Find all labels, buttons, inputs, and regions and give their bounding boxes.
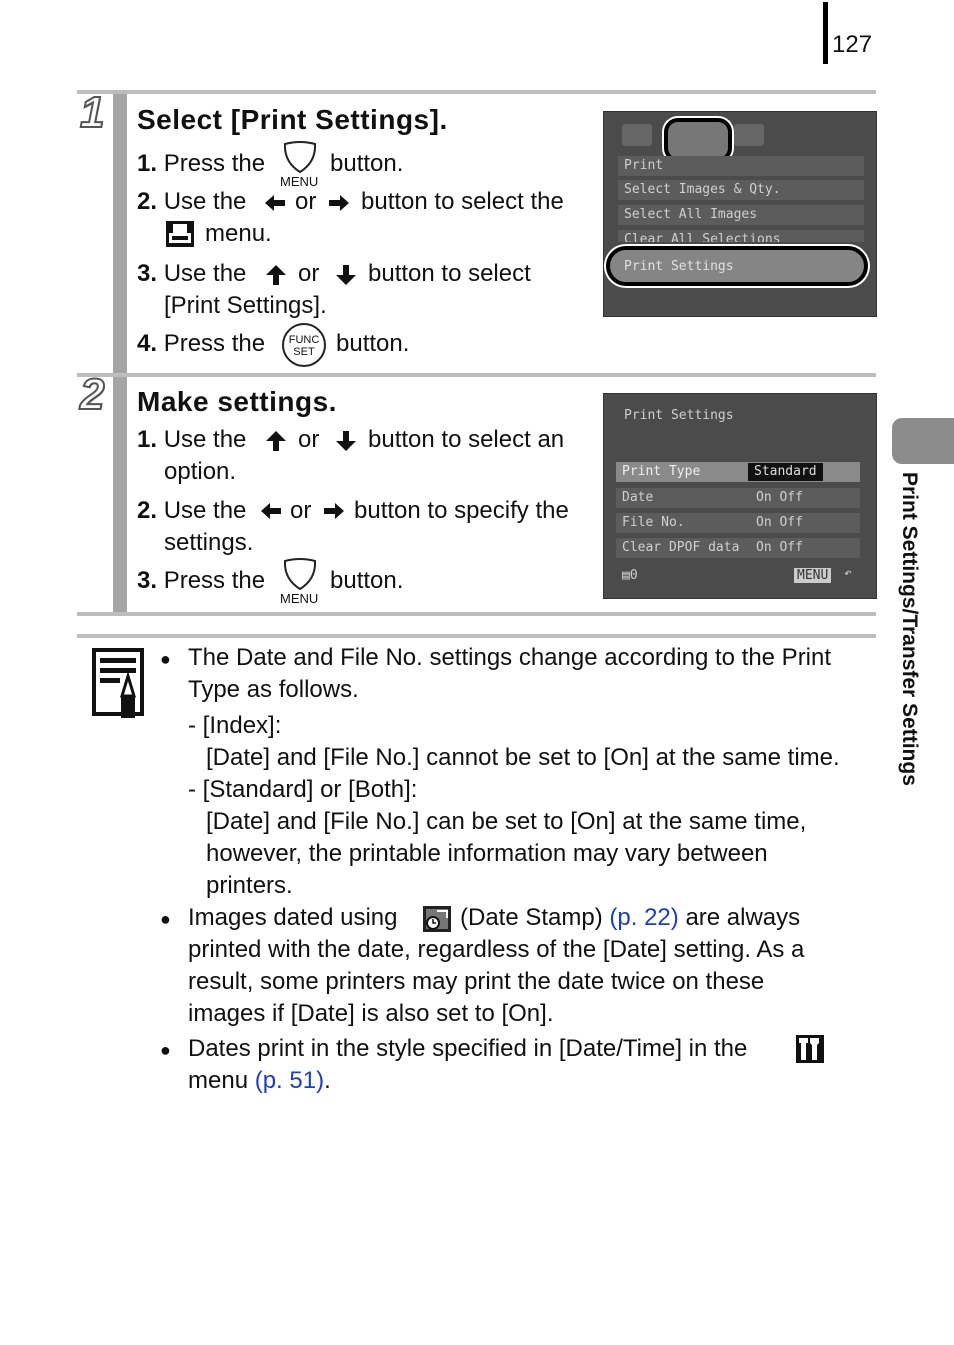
screen-footer-menu: MENU [794,568,831,583]
item-number: 2. [137,497,158,524]
bullet-icon: ● [160,909,171,929]
page-51-link[interactable]: (p. 51) [254,1067,325,1094]
step2-item3-post: button. [330,567,404,594]
row-value: On Off [756,515,803,530]
note1-standard-text3: printers. [206,872,293,899]
step2-item2 [137,497,246,525]
item-number: 3. [137,567,158,594]
step2-item1 [137,426,246,454]
screen-menu-item: Select All Images [618,205,864,225]
step1-item2-cont: menu. [205,220,272,247]
screen-footer-left: ▤0 [622,568,638,583]
note2-line3: result, some printers may print the date twice on these [188,968,765,995]
return-arrow-icon: ↶ [844,566,852,581]
step1-number: 1 [80,88,105,137]
note-bullet-3 [160,1035,171,1063]
chapter-side-label: Print Settings/Transfer Settings [898,472,921,786]
bullet-icon: ● [160,649,171,669]
item-number: 1. [137,150,158,177]
menu-word: menu [188,1067,249,1094]
step1-camera-screen [603,111,877,317]
step1-item3-post: button to select [368,260,531,287]
note1-line2: Type as follows. [188,676,359,703]
step2-bottom-rule [77,612,876,616]
screen-row-clear-dpof [616,538,860,558]
row-label: File No. [622,515,685,530]
screen-row-print-type [616,462,860,482]
item-text: Use the [163,497,247,524]
step2-number: 2 [80,370,105,419]
func-set-label: FUNC SET [288,334,320,358]
step2-item1-cont: option. [164,458,237,485]
left-arrow-icon [260,502,282,525]
note1-standard-text1: [Date] and [File No.] can be set to [On] at the same time, [206,808,807,835]
print-settings-item: Print Settings [624,259,734,274]
note-icon [92,648,146,725]
item-text: Press the [163,150,266,177]
note-bullet-2 [160,904,171,932]
screen-title: Print Settings [624,408,734,423]
step1-item4 [137,330,265,358]
item-number: 1. [137,426,158,453]
row-label: Clear DPOF data [622,540,740,555]
print-menu-icon [166,221,194,252]
step1-item2 [137,188,246,216]
left-arrow-icon [264,194,286,217]
page-number-bar [823,2,828,64]
step1-heading: Select [Print Settings]. [137,104,448,135]
right-arrow-icon [323,502,345,525]
item-number: 2. [137,188,158,215]
step2-item1-post: button to select an [368,426,565,453]
page-22-link[interactable]: (p. 22) [609,904,679,931]
note2-pre: Images dated using [188,904,398,931]
or-text: or [298,426,320,453]
bullet-icon: ● [160,1040,171,1060]
item-number: 4. [137,330,158,357]
note2-mid [460,904,800,932]
down-arrow-icon [335,264,357,291]
step2-vertical-bar [113,377,127,613]
step1-item2-post: button to select the [361,188,564,215]
step1-item1 [137,150,265,178]
row-value-selected: Standard [748,463,823,481]
or-text: or [290,497,312,524]
note1-index-head: - [Index]: [188,712,282,739]
note1-index-text: [Date] and [File No.] cannot be set to [On] at the same time. [206,744,840,771]
step1-item1-post: button. [330,150,404,177]
set-up-menu-icon [796,1035,824,1068]
note1-standard-head: - [Standard] or [Both]: [188,776,418,803]
up-arrow-icon [265,264,287,291]
print-settings-highlight [606,246,868,286]
item-text: Use the [163,426,247,453]
row-label: Print Type [622,464,701,479]
step1-item3-cont: [Print Settings]. [164,292,327,319]
or-text: or [298,260,320,287]
note2-post-text: are always [685,904,801,931]
step2-heading: Make settings. [137,386,337,417]
menu-icon-label: MENU [280,591,319,606]
row-value: On Off [756,490,803,505]
item-text: Press the [163,567,266,594]
item-text: Use the [163,260,247,287]
note1-standard-text2: however, the printable information may vary between [206,840,768,867]
menu-button-icon [280,557,320,607]
step2-top-rule [77,373,876,377]
screen-menu-item: Print [618,156,864,176]
step1-item3 [137,260,246,288]
notes-top-rule [77,634,876,638]
period: . [324,1067,331,1094]
step2-item2-post: button to specify the [354,497,569,524]
note3-line2 [188,1067,331,1095]
menu-icon-label: MENU [280,174,319,189]
footer-count: 0 [629,568,638,583]
screen-row-file-no [616,513,860,533]
step1-item4-post: button. [336,330,410,357]
note2-line2: printed with the date, regardless of the [Date] setting. As a [188,936,805,963]
row-value: On Off [756,540,803,555]
step2-item2-cont: settings. [164,529,254,556]
step2-item3 [137,567,265,595]
chapter-side-tab [892,418,954,464]
date-stamp-text: (Date Stamp) [460,904,603,931]
item-text: Use the [163,188,247,215]
date-stamp-icon [423,906,451,937]
note1-line1: The Date and File No. settings change according to the Print [188,644,832,671]
play-tab-icon [622,124,652,146]
up-arrow-icon [265,430,287,457]
step2-camera-screen [603,393,877,599]
right-arrow-icon [328,194,350,217]
screen-row-date [616,488,860,508]
settings-tab-icon [734,124,764,146]
page-number: 127 [832,31,873,58]
or-text: or [295,188,317,215]
note-bullet-1 [160,644,171,672]
down-arrow-icon [335,430,357,457]
screen-menu-item: Clear All Selections [618,230,864,242]
item-text: Press the [163,330,266,357]
func-set-button-icon [282,323,326,367]
screen-menu-item: Select Images & Qty. [618,180,864,200]
note3-pre: Dates print in the style specified in [Date/Time] in the [188,1035,748,1062]
note2-line4: images if [Date] is also set to [On]. [188,1000,554,1027]
step1-vertical-bar [113,94,127,373]
item-number: 3. [137,260,158,287]
step1-top-rule [77,90,876,94]
row-label: Date [622,490,654,505]
menu-button-icon [280,140,320,190]
